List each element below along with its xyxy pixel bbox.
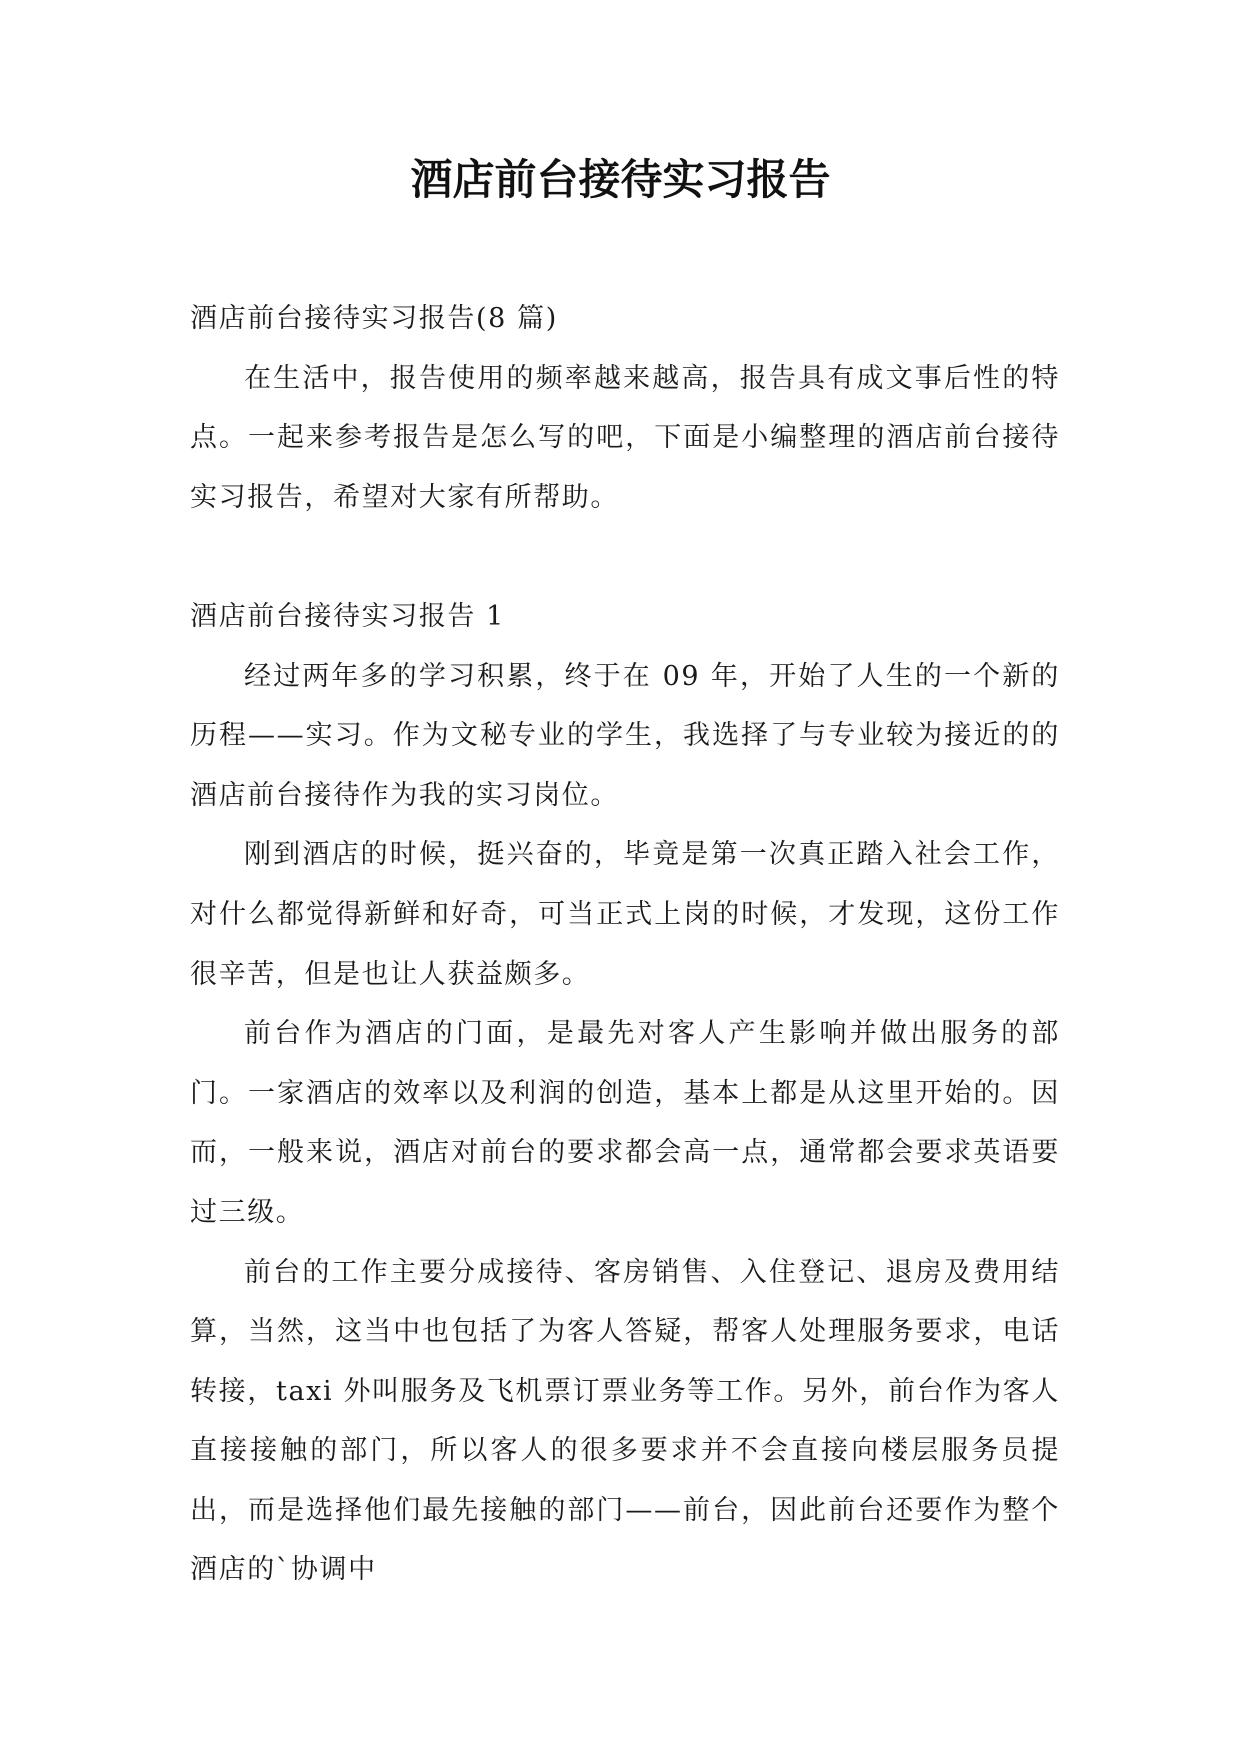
section-heading: 酒店前台接待实习报告 1	[190, 600, 505, 632]
document-subtitle: 酒店前台接待实习报告(8 篇)	[190, 303, 558, 334]
body-paragraph-1: 经过两年多的学习积累，终于在 09 年，开始了人生的一个新的历程——实习。作为文秘专业的学生，我选择了与专业较为接近的的酒店前台接待作为我的实习岗位。	[190, 660, 1060, 811]
document-body	[190, 289, 1060, 1600]
document-title: 酒店前台接待实习报告	[410, 155, 831, 204]
intro-paragraph: 在生活中，报告使用的频率越来越高，报告具有成文事后性的特点。一起来参考报告是怎么写的吧，下面是小编整理的酒店前台接待实习报告，希望对大家有所帮助。	[190, 362, 1060, 513]
body-paragraph-3: 前台作为酒店的门面，是最先对客人产生影响并做出服务的部门。一家酒店的效率以及利润的创造，基本上都是从这里开始的。因而，一般来说，酒店对前台的要求都会高一点，通常都会要求英语要过三级。	[190, 1018, 1060, 1228]
body-paragraph-4: 前台的工作主要分成接待、客房销售、入住登记、退房及费用结算，当然，这当中也包括了为客人答疑，帮客人处理服务要求，电话转接，taxi 外叫服务及飞机票订票业务等工作。另外，前台作为客人直接接触的部门，所以客人的很多要求并不会直接向楼层服务员提出，而是选择他们最先接触的部门——前台，因此前台还要作为整个酒店的`协调中	[190, 1256, 1060, 1586]
body-paragraph-2: 刚到酒店的时候，挺兴奋的，毕竟是第一次真正踏入社会工作，对什么都觉得新鲜和好奇，可当正式上岗的时候，才发现，这份工作很辛苦，但是也让人获益颇多。	[190, 839, 1060, 990]
